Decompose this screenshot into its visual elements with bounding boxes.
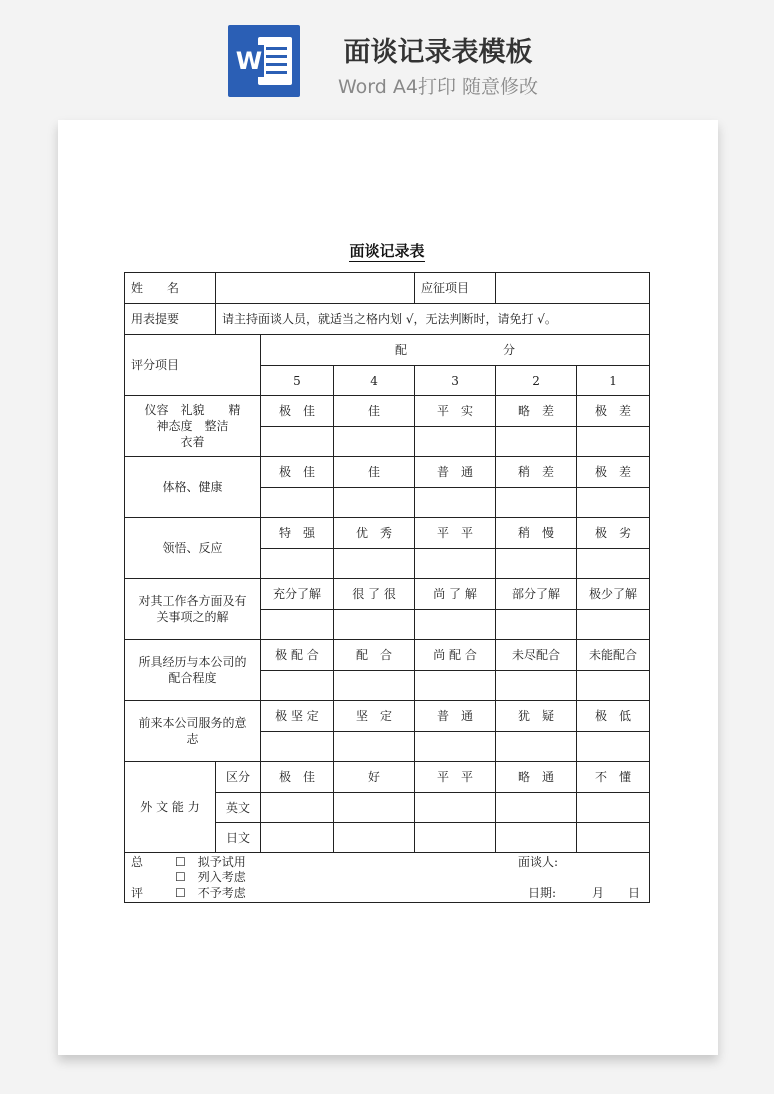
- check-cell[interactable]: [577, 793, 650, 823]
- check-cell[interactable]: [415, 823, 496, 853]
- usage-label: 用表提要: [125, 304, 216, 335]
- check-cell[interactable]: [334, 488, 415, 518]
- language-row-label: 区分: [216, 762, 261, 793]
- criterion-level: 普 通: [415, 701, 496, 732]
- usage-text: 请主持面谈人员，就适当之格内划 √，无法判断时，请免打 √。: [216, 304, 650, 335]
- criterion-level: 极 佳: [261, 457, 334, 488]
- check-cell[interactable]: [261, 488, 334, 518]
- summary-option-consider[interactable]: ☐ 列入考虑: [175, 870, 246, 884]
- check-cell[interactable]: [334, 732, 415, 762]
- check-cell[interactable]: [415, 732, 496, 762]
- criterion-name: 体格、健康: [125, 457, 261, 518]
- score-level: 2: [496, 366, 577, 396]
- check-cell[interactable]: [496, 488, 577, 518]
- summary-section: [125, 853, 650, 903]
- criterion-name: 前来本公司服务的意志: [125, 701, 261, 762]
- criterion-level: 很 了 很: [334, 579, 415, 610]
- check-cell[interactable]: [577, 823, 650, 853]
- check-cell[interactable]: [261, 610, 334, 640]
- score-level: 5: [261, 366, 334, 396]
- criterion-name: 领悟、反应: [125, 518, 261, 579]
- check-cell[interactable]: [496, 823, 577, 853]
- criterion-level: 极 坚 定: [261, 701, 334, 732]
- criterion-name: 对其工作各方面及有关事项之的解: [125, 579, 261, 640]
- position-label: 应征项目: [415, 273, 496, 304]
- language-level: 好: [334, 762, 415, 793]
- language-level: 平 平: [415, 762, 496, 793]
- check-cell[interactable]: [577, 610, 650, 640]
- criterion-level: 极 配 合: [261, 640, 334, 671]
- check-cell[interactable]: [496, 793, 577, 823]
- criterion-level: 未能配合: [577, 640, 650, 671]
- interview-form-table: [124, 272, 650, 903]
- language-row-label: 英文: [216, 793, 261, 823]
- position-field[interactable]: [496, 273, 650, 304]
- score-level: 4: [334, 366, 415, 396]
- check-cell[interactable]: [261, 671, 334, 701]
- language-label: 外 文 能 力: [125, 762, 216, 853]
- score-level: 1: [577, 366, 650, 396]
- language-row-label: 日文: [216, 823, 261, 853]
- check-cell[interactable]: [261, 549, 334, 579]
- criterion-level: 尚 配 合: [415, 640, 496, 671]
- summary-label-bottom: 评: [131, 886, 144, 900]
- criterion-level: 佳: [334, 396, 415, 427]
- interviewer-label: 面谈人:: [518, 855, 559, 869]
- summary-label-top: 总: [131, 855, 144, 869]
- criterion-level: 稍 慢: [496, 518, 577, 549]
- check-cell[interactable]: [415, 610, 496, 640]
- check-cell[interactable]: [496, 732, 577, 762]
- check-cell[interactable]: [261, 793, 334, 823]
- criterion-name: 仪容 礼貌 精神态度 整洁 衣着: [125, 396, 261, 457]
- check-cell[interactable]: [496, 610, 577, 640]
- check-cell[interactable]: [334, 427, 415, 457]
- score-level: 3: [415, 366, 496, 396]
- summary-option-trial[interactable]: ☐ 拟予试用: [175, 855, 246, 869]
- check-cell[interactable]: [577, 671, 650, 701]
- criterion-level: 充分了解: [261, 579, 334, 610]
- criterion-level: 极 劣: [577, 518, 650, 549]
- check-cell[interactable]: [415, 427, 496, 457]
- criterion-name: 所具经历与本公司的配合程度: [125, 640, 261, 701]
- summary-option-reject[interactable]: ☐ 不予考虑: [175, 886, 246, 900]
- criterion-level: 特 强: [261, 518, 334, 549]
- check-cell[interactable]: [496, 671, 577, 701]
- check-cell[interactable]: [415, 793, 496, 823]
- check-cell[interactable]: [577, 549, 650, 579]
- criterion-level: 优 秀: [334, 518, 415, 549]
- criterion-level: 部分了解: [496, 579, 577, 610]
- language-level: 不 懂: [577, 762, 650, 793]
- name-label: 姓 名: [125, 273, 216, 304]
- check-cell[interactable]: [496, 427, 577, 457]
- check-cell[interactable]: [577, 488, 650, 518]
- check-cell[interactable]: [261, 732, 334, 762]
- criterion-level: 未尽配合: [496, 640, 577, 671]
- criterion-level: 略 差: [496, 396, 577, 427]
- banner-subtitle: Word A4打印 随意修改: [337, 76, 538, 98]
- check-cell[interactable]: [415, 549, 496, 579]
- check-cell[interactable]: [261, 823, 334, 853]
- header-banner: [0, 0, 774, 118]
- check-cell[interactable]: [334, 823, 415, 853]
- criterion-level: 极 佳: [261, 396, 334, 427]
- check-cell[interactable]: [261, 427, 334, 457]
- criterion-level: 平 平: [415, 518, 496, 549]
- check-cell[interactable]: [334, 671, 415, 701]
- check-cell[interactable]: [496, 549, 577, 579]
- language-level: 极 佳: [261, 762, 334, 793]
- check-cell[interactable]: [334, 610, 415, 640]
- check-cell[interactable]: [334, 793, 415, 823]
- criterion-level: 佳: [334, 457, 415, 488]
- date-label: 日期: 月 日: [528, 886, 641, 900]
- criterion-level: 坚 定: [334, 701, 415, 732]
- word-logo-icon: [228, 25, 300, 97]
- check-cell[interactable]: [577, 732, 650, 762]
- check-cell[interactable]: [415, 671, 496, 701]
- name-field[interactable]: [216, 273, 415, 304]
- criterion-level: 极 低: [577, 701, 650, 732]
- criterion-level: 尚 了 解: [415, 579, 496, 610]
- score-item-label: 评分项目: [125, 335, 261, 396]
- score-header: 配 分: [261, 335, 650, 366]
- form-title: 面谈记录表: [349, 242, 425, 260]
- banner-title: 面谈记录表模板: [343, 37, 533, 68]
- criterion-level: 极 差: [577, 457, 650, 488]
- check-cell[interactable]: [334, 549, 415, 579]
- criterion-level: 稍 差: [496, 457, 577, 488]
- criterion-level: 极少了解: [577, 579, 650, 610]
- language-level: 略 通: [496, 762, 577, 793]
- word-logo-letter: W: [235, 47, 263, 75]
- criterion-level: 配 合: [334, 640, 415, 671]
- criterion-level: 犹 疑: [496, 701, 577, 732]
- check-cell[interactable]: [577, 427, 650, 457]
- criterion-level: 普 通: [415, 457, 496, 488]
- criterion-level: 平 实: [415, 396, 496, 427]
- check-cell[interactable]: [415, 488, 496, 518]
- criterion-level: 极 差: [577, 396, 650, 427]
